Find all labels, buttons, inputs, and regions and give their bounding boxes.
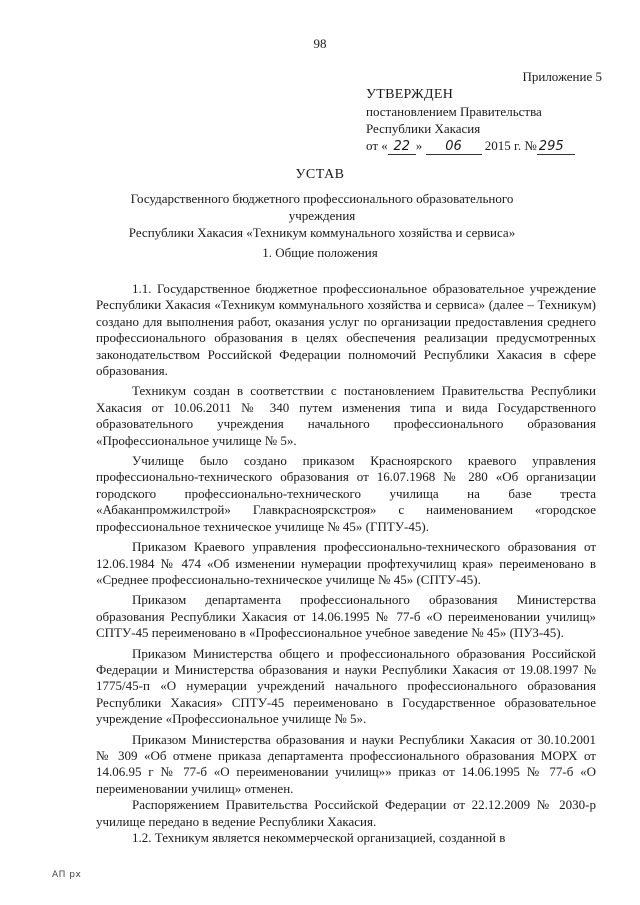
page-number: 98: [313, 36, 327, 51]
paragraph: Приказом Министерства общего и профессионального образования Российской Федерации и Министерства образования и науки Республики Хакасия от 19.08.1997 № 1775/45-п «О нумерации учреждений начального профессионального образования Республики Хакасия» СПТУ-45 переименовано в Государственное образовательное учреждение «Профессиональное училище № 5».: [96, 645, 596, 727]
paragraph: Училище было создано приказом Красноярского краевого управления профессионально-технического образования от 16.07.1968 № 280 «Об организации городского профессионально-технического училища на базе треста «Абаканпромжилстрой» Главкрасноярскстроя» с наименованием «городское профессиональное техническое училище № 45» (ГПТУ-45).: [96, 453, 596, 534]
subtitle-line-1: Государственного бюджетного профессионального образовательного учреждения: [130, 191, 514, 223]
section-heading: 1. Общие положения: [262, 245, 378, 260]
date-year: 2015 г. №: [484, 138, 537, 153]
paragraph: Распоряжением Правительства Российской Федерации от 22.12.2009 № 2030-р училище передано в ведение Республики Хакасия.: [96, 797, 596, 829]
document-subtitle: [96, 190, 548, 241]
paragraph: 1.1. Государственное бюджетное профессиональное образовательное учреждение Республики Хакасия «Техникум коммунального хозяйства и сервиса» (далее – Техникум) создано для выполнения работ, оказания услуг по организации предоставления среднего профессионального образования в целях обеспечения реализации предусмотренных законодательством Российской Федерации полномочий Республики Хакасия в сфере образования.: [96, 281, 596, 379]
approval-line-1: постановлением Правительства: [366, 104, 542, 119]
paragraph: 1.2. Техникум является некоммерческой организацией, созданной в: [132, 830, 506, 845]
date-prefix: от «: [366, 138, 388, 153]
appendix-label: Приложение 5: [522, 69, 602, 84]
handwritten-day: 22: [388, 140, 416, 155]
approval-block: [366, 68, 602, 155]
approval-date-line: [366, 137, 602, 155]
paragraph: Приказом Министерства образования и науки Республики Хакасия от 30.10.2001 № 309 «Об отмене приказа департамента профессионального образования МОРХ от 14.06.95 г № 77-б «О переименовании училищ»» приказ от 14.06.1995 № 77-б «О переименовании училищ» отменен.: [96, 731, 596, 796]
paragraph: Приказом Краевого управления профессионально-технического образования от 12.06.1984 № 474 «Об изменении нумерации профтехучилищ края» переименовано в «Среднее профессионально-техническое училище № 45» (СПТУ-45).: [96, 539, 596, 587]
handwritten-month: 06: [426, 140, 482, 155]
document-body: [96, 281, 596, 846]
subtitle-line-2: Республики Хакасия «Техникум коммунального хозяйства и сервиса»: [128, 225, 516, 240]
footer-stamp: АП рх: [52, 870, 82, 880]
paragraph: Приказом департамента профессионального образования Министерства образования Республики Хакасия от 14.06.1995 № 77-б «О переименовании училищ» СПТУ-45 переименовано в «Профессиональное учебное заведение № 45» (ПУЗ-45).: [96, 592, 596, 641]
approval-line-2: Республики Хакасия: [366, 121, 481, 136]
paragraph: Техникум создан в соответствии с постановлением Правительства Республики Хакасия от 10.06.2011 № 340 путем изменения типа и вида Государственного образовательного учреждения начального профессионального образования «Профессиональное училище № 5».: [96, 383, 596, 448]
document-title: УСТАВ: [295, 167, 345, 182]
approved-heading: УТВЕРЖДЕН: [366, 87, 454, 102]
date-separator: »: [415, 138, 423, 153]
handwritten-number: 295: [537, 140, 575, 155]
